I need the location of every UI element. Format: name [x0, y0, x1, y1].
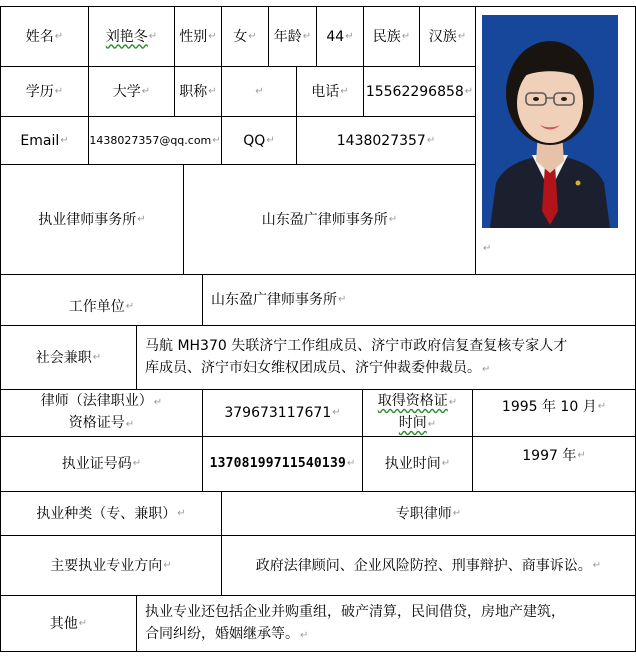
education-value-cell: [88, 66, 175, 117]
practice-time-value: 1997 年: [522, 448, 577, 464]
license-value: 13708199711540139: [209, 456, 347, 471]
paragraph-mark-icon: ↵: [332, 407, 341, 418]
education-label-cell: [0, 66, 89, 117]
title-value-cell: [221, 66, 297, 117]
paragraph-mark-icon: ↵: [54, 85, 64, 97]
practice-time-value-cell: [472, 436, 636, 492]
paragraph-mark-icon: ↵: [347, 458, 356, 469]
paragraph-mark-icon: ↵: [441, 458, 451, 469]
cert-value: 379673117671: [224, 405, 332, 421]
paragraph-mark-icon: ↵: [153, 397, 163, 408]
firm-label: 执业律师事务所: [38, 211, 137, 228]
ethnicity-value-cell: [419, 6, 476, 67]
direction-value: 政府法律顾问、企业风险防控、刑事辩护、商事诉讼。: [255, 557, 592, 574]
type-value: 专职律师: [395, 505, 452, 522]
social-line-2: 库成员、济宁市妇女维权团成员、济宁仲裁委仲裁员。: [145, 359, 481, 376]
paragraph-mark-icon: ↵: [125, 419, 135, 430]
direction-label-cell: [0, 535, 222, 596]
name-label-cell: [0, 6, 89, 67]
photo-cell: [475, 6, 636, 275]
age-value: 44: [326, 28, 345, 45]
social-line-1: 马航 MH370 失联济宁工作组成员、济宁市政府信复查复核专家人才: [145, 337, 568, 354]
direction-value-cell: [221, 535, 636, 596]
paragraph-mark-icon: ↵: [483, 243, 492, 254]
license-value-cell: [202, 436, 363, 492]
portrait-photo: [482, 15, 618, 228]
ethnicity-label-cell: [363, 6, 420, 67]
qq-value: 1438027357: [336, 132, 426, 149]
paragraph-mark-icon: ↵: [426, 134, 436, 146]
age-label-cell: [268, 6, 317, 67]
name-value-cell: [88, 6, 175, 67]
obtain-value-cell: [472, 389, 636, 437]
qq-value-cell: [296, 116, 476, 165]
workplace-value-cell: [202, 274, 636, 326]
name-value: 刘艳冬: [105, 28, 148, 45]
paragraph-mark-icon: ↵: [302, 30, 312, 42]
qq-label-cell: [221, 116, 297, 165]
paragraph-mark-icon: ↵: [482, 363, 491, 375]
paragraph-mark-icon: ↵: [448, 397, 458, 408]
license-label-cell: [0, 436, 203, 492]
paragraph-mark-icon: ↵: [60, 134, 69, 146]
obtain-value: 1995 年 10 月: [501, 399, 597, 415]
paragraph-mark-icon: ↵: [345, 30, 354, 42]
paragraph-mark-icon: ↵: [78, 617, 88, 629]
age-value-cell: [316, 6, 364, 67]
phone-value: 15562296858: [365, 83, 464, 100]
paragraph-mark-icon: ↵: [464, 85, 474, 97]
email-label: Email: [20, 132, 60, 149]
paragraph-mark-icon: ↵: [137, 213, 146, 225]
education-label: 学历: [25, 83, 54, 100]
paragraph-mark-icon: ↵: [266, 134, 275, 146]
qq-label: QQ: [243, 132, 266, 149]
obtain-label-cell: [362, 389, 473, 437]
firm-value: 山东盈广律师事务所: [261, 211, 388, 228]
paragraph-mark-icon: ↵: [208, 85, 217, 97]
cert-label-line2: 资格证号: [68, 415, 125, 431]
paragraph-mark-icon: ↵: [388, 213, 398, 225]
paragraph-mark-icon: ↵: [177, 507, 186, 519]
phone-value-cell: [363, 66, 476, 117]
paragraph-mark-icon: ↵: [212, 134, 221, 146]
type-value-cell: [221, 491, 636, 536]
other-label: 其他: [49, 615, 78, 632]
paragraph-mark-icon: ↵: [54, 30, 64, 42]
paragraph-mark-icon: ↵: [132, 458, 142, 469]
paragraph-mark-icon: ↵: [452, 507, 462, 519]
gender-label-cell: [174, 6, 222, 67]
phone-label: 电话: [311, 83, 340, 100]
practice-time-label-cell: [362, 436, 473, 492]
education-value: 大学: [112, 83, 141, 100]
gender-value-cell: [221, 6, 269, 67]
obtain-label-line1: 取得资格证: [377, 393, 448, 409]
firm-label-cell: [0, 164, 184, 275]
paragraph-mark-icon: ↵: [248, 30, 257, 42]
paragraph-mark-icon: ↵: [148, 30, 158, 42]
obtain-label-line2: 时间: [398, 415, 427, 431]
age-label: 年龄: [273, 28, 302, 45]
paragraph-mark-icon: ↵: [340, 85, 349, 97]
gender-value: 女: [233, 28, 248, 45]
paragraph-mark-icon: ↵: [125, 301, 135, 312]
email-label-cell: [0, 116, 89, 165]
paragraph-mark-icon: ↵: [427, 419, 437, 430]
email-value: 1438027357@qq.com: [89, 133, 212, 147]
paragraph-mark-icon: ↵: [163, 559, 172, 571]
paragraph-mark-icon: ↵: [597, 401, 607, 412]
cert-label-line1: 律师（法律职业）: [40, 393, 153, 409]
social-label: 社会兼职: [35, 349, 92, 366]
title-label: 职称: [179, 83, 208, 100]
social-value-cell: [136, 325, 636, 390]
paragraph-mark-icon: ↵: [141, 85, 151, 97]
paragraph-mark-icon: ↵: [92, 351, 102, 363]
paragraph-mark-icon: ↵: [592, 559, 602, 571]
ethnicity-label: 民族: [372, 28, 401, 45]
paragraph-mark-icon: ↵: [577, 450, 586, 461]
paragraph-mark-icon: ↵: [208, 30, 217, 42]
other-line-2: 合同纠纷，婚姻继承等。: [145, 625, 299, 642]
name-label: 姓名: [25, 28, 54, 45]
firm-value-cell: [183, 164, 476, 275]
other-label-cell: [0, 595, 137, 652]
paragraph-mark-icon: ↵: [457, 30, 467, 42]
workplace-label: 工作单位: [68, 299, 125, 315]
email-value-cell: [88, 116, 222, 165]
workplace-value: 山东盈广律师事务所: [211, 292, 337, 308]
direction-label: 主要执业专业方向: [50, 557, 163, 574]
ethnicity-value: 汉族: [428, 28, 457, 45]
paragraph-mark-icon: ↵: [255, 85, 264, 97]
type-label: 执业种类（专、兼职）: [36, 505, 177, 522]
cert-label-cell: [0, 389, 203, 437]
type-label-cell: [0, 491, 222, 536]
license-label: 执业证号码: [61, 456, 132, 472]
cert-value-cell: [202, 389, 363, 437]
paragraph-mark-icon: ↵: [300, 629, 309, 641]
gender-label: 性别: [179, 28, 208, 45]
paragraph-mark-icon: ↵: [338, 294, 347, 305]
other-value-cell: [136, 595, 636, 652]
phone-label-cell: [296, 66, 364, 117]
paragraph-mark-icon: ↵: [401, 30, 411, 42]
social-label-cell: [0, 325, 137, 390]
other-line-1: 执业专业还包括企业并购重组，破产清算，民间借贷，房地产建筑，: [145, 603, 565, 620]
title-label-cell: [174, 66, 222, 117]
workplace-label-cell: [0, 274, 203, 326]
practice-time-label: 执业时间: [384, 456, 441, 472]
